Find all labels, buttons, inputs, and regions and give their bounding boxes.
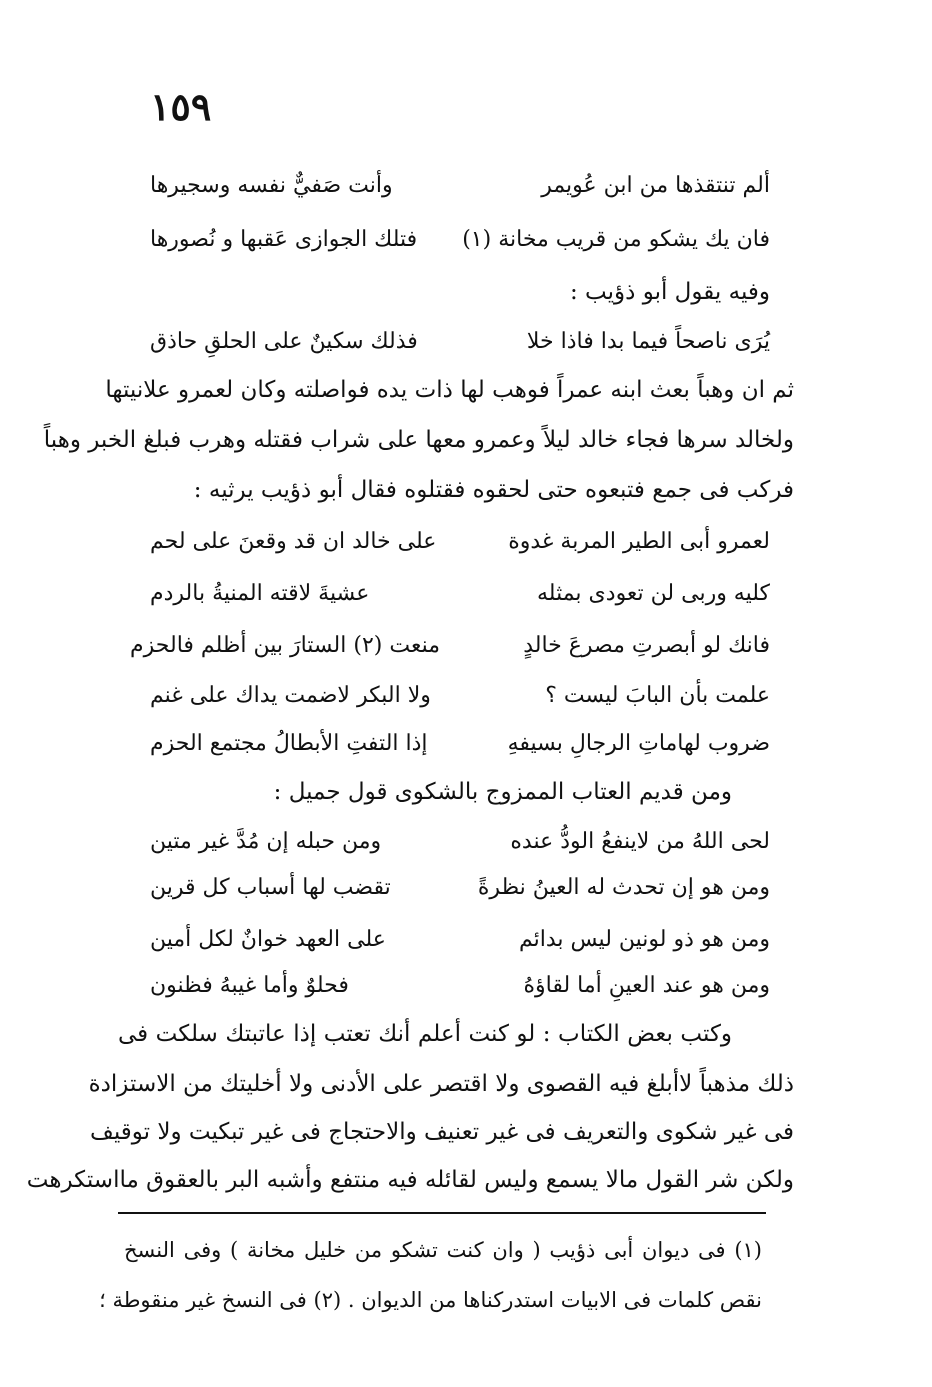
verse-line xyxy=(150,964,770,1008)
prose-line: ولكن شر القول مالا يسمع وليس لقائله فيه منتفع وأشبه البر بالعقوق مااستكرهت xyxy=(26,1167,794,1193)
verse-first-hemistich: فانك لو أبصرتِ مصرعَ خالدٍ xyxy=(523,633,770,658)
verse-second-hemistich: على العهد خوانٌ لكل أمين xyxy=(150,927,386,952)
verse-first-hemistich: لحى اللهُ من لاينفعُ الودُّ عنده xyxy=(510,829,770,854)
footnote-divider xyxy=(118,1212,766,1214)
verse-second-hemistich: على خالد ان قد وقعنَ على لحم xyxy=(150,529,437,554)
verse-second-hemistich: إذا التفتِ الأبطالُ مجتمع الحزم xyxy=(150,731,428,756)
verse-line xyxy=(150,918,770,962)
verse-line xyxy=(150,820,770,864)
verse-second-hemistich: فتلك الجوازى عَقبها و نُصورها xyxy=(150,227,418,252)
verse-line xyxy=(150,320,770,364)
verse-first-hemistich: يُرَى ناصحاً فيما بدا فاذا خلا xyxy=(526,329,770,354)
prose-line: فركب فى جمع فتبعوه حتى لحقوه فقتلوه فقال أبو ذؤيب يرثيه : xyxy=(193,477,794,503)
verse-line xyxy=(150,218,770,262)
verse-first-hemistich: فان يك يشكو من قريب مخانة (١) xyxy=(462,227,770,252)
verse-line xyxy=(150,866,770,910)
verse-second-hemistich: فحلوٌ وأما غيبهُ فظنون xyxy=(150,973,349,998)
prose-line: ولخالد سرها فجاء خالد ليلاً وعمرو معها على شراب فقتله وهرب فبلغ الخبر وهباً xyxy=(43,427,794,453)
verse-second-hemistich: منعت (٢) الستارَ بين أظلم فالحزم xyxy=(130,633,440,658)
verse-second-hemistich: ومن حبله إن مُدَّ غير متين xyxy=(150,829,382,854)
verse-line xyxy=(150,520,770,564)
verse-first-hemistich: ألم تنتقذها من ابن عُويمر xyxy=(541,173,770,198)
verse-first-hemistich: علمت بأن البابَ ليست ؟ xyxy=(545,683,770,708)
verse-first-hemistich: ومن هو إن تحدث له العينُ نظرةً xyxy=(477,875,770,900)
verse-first-hemistich: ومن هو عند العينِ أما لقاؤهُ xyxy=(523,973,770,998)
prose-line: ثم ان وهباً بعث ابنه عمراً فوهب لها ذات يده فواصلته وكان لعمرو علانيتها xyxy=(105,377,794,403)
verse-line xyxy=(150,572,770,616)
prose-line: وكتب بعض الكتاب : لو كنت أعلم أنك تعتب إذا عاتبتك سلكت فى xyxy=(118,1021,732,1047)
verse-first-hemistich: ومن هو ذو لونين ليس بدائم xyxy=(518,927,770,952)
verse-line xyxy=(130,624,770,668)
footnote-line: (١) فى ديوان أبى ذؤيب ( وان كنت تشكو من خليل مخانة ) وفى النسخ xyxy=(124,1238,762,1262)
verse-second-hemistich: وأنت صَفيٌّ نفسه وسجيرها xyxy=(150,173,393,198)
verse-second-hemistich: تقضب لها أسباب كل قرين xyxy=(150,875,391,900)
verse-first-hemistich: ضروب لهاماتِ الرجالِ بسيفهِ xyxy=(507,731,770,756)
verse-line xyxy=(150,722,770,766)
section-intro: ومن قديم العتاب الممزوج بالشكوى قول جميل : xyxy=(273,779,732,805)
footnote-line: نقص كلمات فى الابيات استدركناها من الديوان . (٢) فى النسخ غير منقوطة ؛ xyxy=(99,1288,762,1312)
page-number: ١٥٩ xyxy=(150,84,212,129)
verse-first-hemistich: كليه وربى لن تعودى بمثله xyxy=(537,581,770,606)
verse-first-hemistich: لعمرو أبى الطير المربة غدوة xyxy=(508,529,770,554)
verse-line xyxy=(150,164,770,208)
verse-second-hemistich: عشيةَ لاقته المنيةُ بالردم xyxy=(150,581,370,606)
prose-line: فى غير شكوى والتعريف فى غير تعنيف والاحتجاج فى غير تبكيت ولا توقيف xyxy=(90,1119,794,1145)
prose-line: ذلك مذهباً لاأبلغ فيه القصوى ولا اقتصر على الأدنى ولا أخليتك من الاستزادة xyxy=(88,1071,794,1097)
section-intro: وفيه يقول أبو ذؤيب : xyxy=(569,279,770,305)
verse-second-hemistich: فذلك سكينٌ على الحلقِ حاذق xyxy=(150,329,418,354)
verse-second-hemistich: ولا البكر لاضمت يداك على غنم xyxy=(150,683,431,708)
verse-line xyxy=(150,674,770,718)
